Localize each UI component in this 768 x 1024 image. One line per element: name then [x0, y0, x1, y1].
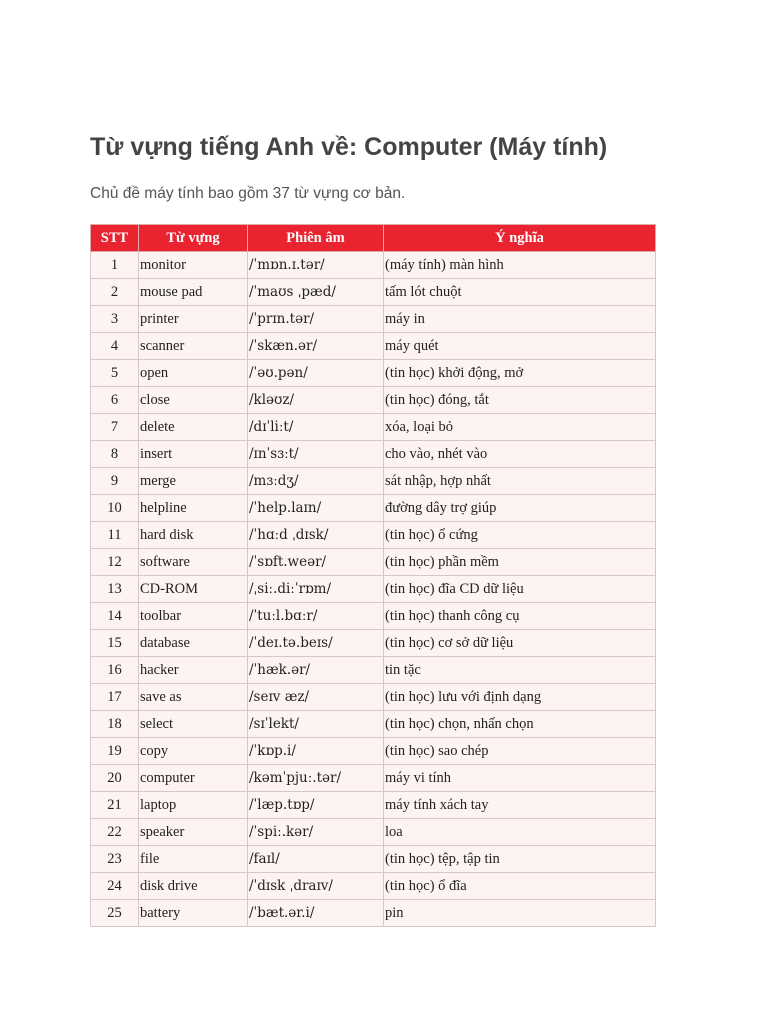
table-row — [91, 765, 656, 792]
cell-meaning: (tin học) ổ đĩa — [384, 873, 656, 900]
cell-word: software — [139, 549, 248, 576]
cell-pronunciation: /ˈəʊ.pən/ — [248, 360, 384, 387]
cell-pronunciation: /ˈprɪn.tər/ — [248, 306, 384, 333]
cell-stt: 8 — [91, 441, 139, 468]
cell-meaning: (tin học) ổ cứng — [384, 522, 656, 549]
cell-stt: 11 — [91, 522, 139, 549]
table-row — [91, 414, 656, 441]
cell-meaning: (tin học) sao chép — [384, 738, 656, 765]
cell-word: monitor — [139, 252, 248, 279]
cell-pronunciation: /ˈhæk.ər/ — [248, 657, 384, 684]
cell-stt: 22 — [91, 819, 139, 846]
cell-word: computer — [139, 765, 248, 792]
table-row — [91, 306, 656, 333]
cell-word: database — [139, 630, 248, 657]
table-row — [91, 522, 656, 549]
cell-stt: 12 — [91, 549, 139, 576]
cell-meaning: xóa, loại bỏ — [384, 414, 656, 441]
cell-word: helpline — [139, 495, 248, 522]
table-row — [91, 549, 656, 576]
cell-stt: 21 — [91, 792, 139, 819]
cell-meaning: pin — [384, 900, 656, 927]
cell-meaning: (tin học) đóng, tắt — [384, 387, 656, 414]
cell-word: file — [139, 846, 248, 873]
cell-word: scanner — [139, 333, 248, 360]
cell-meaning: (tin học) phần mềm — [384, 549, 656, 576]
header-meaning: Ý nghĩa — [384, 225, 656, 252]
cell-word: merge — [139, 468, 248, 495]
cell-stt: 2 — [91, 279, 139, 306]
table-row — [91, 873, 656, 900]
cell-pronunciation: /ˈtuːl.bɑːr/ — [248, 603, 384, 630]
table-row — [91, 387, 656, 414]
cell-word: laptop — [139, 792, 248, 819]
cell-pronunciation: /dɪˈliːt/ — [248, 414, 384, 441]
cell-stt: 4 — [91, 333, 139, 360]
cell-stt: 14 — [91, 603, 139, 630]
cell-pronunciation: /kləʊz/ — [248, 387, 384, 414]
vocabulary-table — [90, 224, 656, 927]
table-header-row — [91, 225, 656, 252]
cell-word: select — [139, 711, 248, 738]
cell-stt: 15 — [91, 630, 139, 657]
cell-meaning: (tin học) chọn, nhấn chọn — [384, 711, 656, 738]
table-row — [91, 684, 656, 711]
table-row — [91, 576, 656, 603]
cell-meaning: (máy tính) màn hình — [384, 252, 656, 279]
cell-word: printer — [139, 306, 248, 333]
table-row — [91, 495, 656, 522]
table-row — [91, 711, 656, 738]
cell-pronunciation: /ˈdeɪ.tə.beɪs/ — [248, 630, 384, 657]
cell-stt: 6 — [91, 387, 139, 414]
cell-word: toolbar — [139, 603, 248, 630]
cell-stt: 25 — [91, 900, 139, 927]
cell-word: insert — [139, 441, 248, 468]
table-row — [91, 900, 656, 927]
cell-pronunciation: /ˈskæn.ər/ — [248, 333, 384, 360]
cell-pronunciation: /ˈkɒp.i/ — [248, 738, 384, 765]
cell-word: CD-ROM — [139, 576, 248, 603]
cell-meaning: sát nhập, hợp nhất — [384, 468, 656, 495]
cell-meaning: loa — [384, 819, 656, 846]
table-row — [91, 792, 656, 819]
table-row — [91, 846, 656, 873]
cell-word: save as — [139, 684, 248, 711]
cell-word: delete — [139, 414, 248, 441]
page-title: Từ vựng tiếng Anh về: Computer (Máy tính) — [90, 133, 608, 161]
cell-word: close — [139, 387, 248, 414]
cell-word: speaker — [139, 819, 248, 846]
cell-stt: 13 — [91, 576, 139, 603]
cell-pronunciation: /ˈhɑːd ˌdɪsk/ — [248, 522, 384, 549]
table-row — [91, 360, 656, 387]
cell-meaning: máy in — [384, 306, 656, 333]
cell-pronunciation: /ˌsiː.diːˈrɒm/ — [248, 576, 384, 603]
cell-pronunciation: /ˈlæp.tɒp/ — [248, 792, 384, 819]
header-stt: STT — [91, 225, 139, 252]
cell-pronunciation: /ˈmaʊs ˌpæd/ — [248, 279, 384, 306]
cell-pronunciation: /ˈsɒft.weər/ — [248, 549, 384, 576]
header-pronunciation: Phiên âm — [248, 225, 384, 252]
cell-pronunciation: /ˈspiː.kər/ — [248, 819, 384, 846]
cell-stt: 3 — [91, 306, 139, 333]
table-row — [91, 819, 656, 846]
table-row — [91, 738, 656, 765]
table-row — [91, 603, 656, 630]
cell-pronunciation: /kəmˈpjuː.tər/ — [248, 765, 384, 792]
cell-stt: 23 — [91, 846, 139, 873]
cell-meaning: (tin học) tệp, tập tin — [384, 846, 656, 873]
cell-stt: 1 — [91, 252, 139, 279]
cell-meaning: (tin học) đĩa CD dữ liệu — [384, 576, 656, 603]
table-row — [91, 630, 656, 657]
cell-word: battery — [139, 900, 248, 927]
cell-meaning: (tin học) khởi động, mở — [384, 360, 656, 387]
cell-stt: 16 — [91, 657, 139, 684]
table-row — [91, 279, 656, 306]
table-body — [91, 252, 656, 927]
table-row — [91, 333, 656, 360]
cell-word: open — [139, 360, 248, 387]
cell-word: mouse pad — [139, 279, 248, 306]
table-row — [91, 468, 656, 495]
table-row — [91, 657, 656, 684]
cell-stt: 24 — [91, 873, 139, 900]
cell-word: hard disk — [139, 522, 248, 549]
cell-pronunciation: /ˈhelp.laɪn/ — [248, 495, 384, 522]
table-row — [91, 252, 656, 279]
table-row — [91, 441, 656, 468]
cell-word: hacker — [139, 657, 248, 684]
cell-pronunciation: /ˈmɒn.ɪ.tər/ — [248, 252, 384, 279]
cell-meaning: (tin học) lưu với định dạng — [384, 684, 656, 711]
cell-pronunciation: /ˈbæt.ər.i/ — [248, 900, 384, 927]
cell-stt: 17 — [91, 684, 139, 711]
header-word: Từ vựng — [139, 225, 248, 252]
cell-meaning: (tin học) cơ sở dữ liệu — [384, 630, 656, 657]
cell-pronunciation: /faɪl/ — [248, 846, 384, 873]
cell-pronunciation: /ɪnˈsɜːt/ — [248, 441, 384, 468]
cell-stt: 18 — [91, 711, 139, 738]
cell-stt: 19 — [91, 738, 139, 765]
cell-stt: 20 — [91, 765, 139, 792]
cell-stt: 7 — [91, 414, 139, 441]
page-subtitle: Chủ đề máy tính bao gồm 37 từ vựng cơ bản. — [90, 185, 406, 202]
cell-meaning: máy vi tính — [384, 765, 656, 792]
cell-pronunciation: /seɪv æz/ — [248, 684, 384, 711]
cell-meaning: tấm lót chuột — [384, 279, 656, 306]
cell-meaning: tin tặc — [384, 657, 656, 684]
cell-meaning: đường dây trợ giúp — [384, 495, 656, 522]
cell-pronunciation: /sɪˈlekt/ — [248, 711, 384, 738]
cell-word: copy — [139, 738, 248, 765]
cell-meaning: máy tính xách tay — [384, 792, 656, 819]
cell-stt: 9 — [91, 468, 139, 495]
cell-stt: 10 — [91, 495, 139, 522]
cell-pronunciation: /ˈdɪsk ˌdraɪv/ — [248, 873, 384, 900]
cell-stt: 5 — [91, 360, 139, 387]
cell-meaning: máy quét — [384, 333, 656, 360]
cell-meaning: (tin học) thanh công cụ — [384, 603, 656, 630]
cell-meaning: cho vào, nhét vào — [384, 441, 656, 468]
cell-pronunciation: /mɜːdʒ/ — [248, 468, 384, 495]
cell-word: disk drive — [139, 873, 248, 900]
